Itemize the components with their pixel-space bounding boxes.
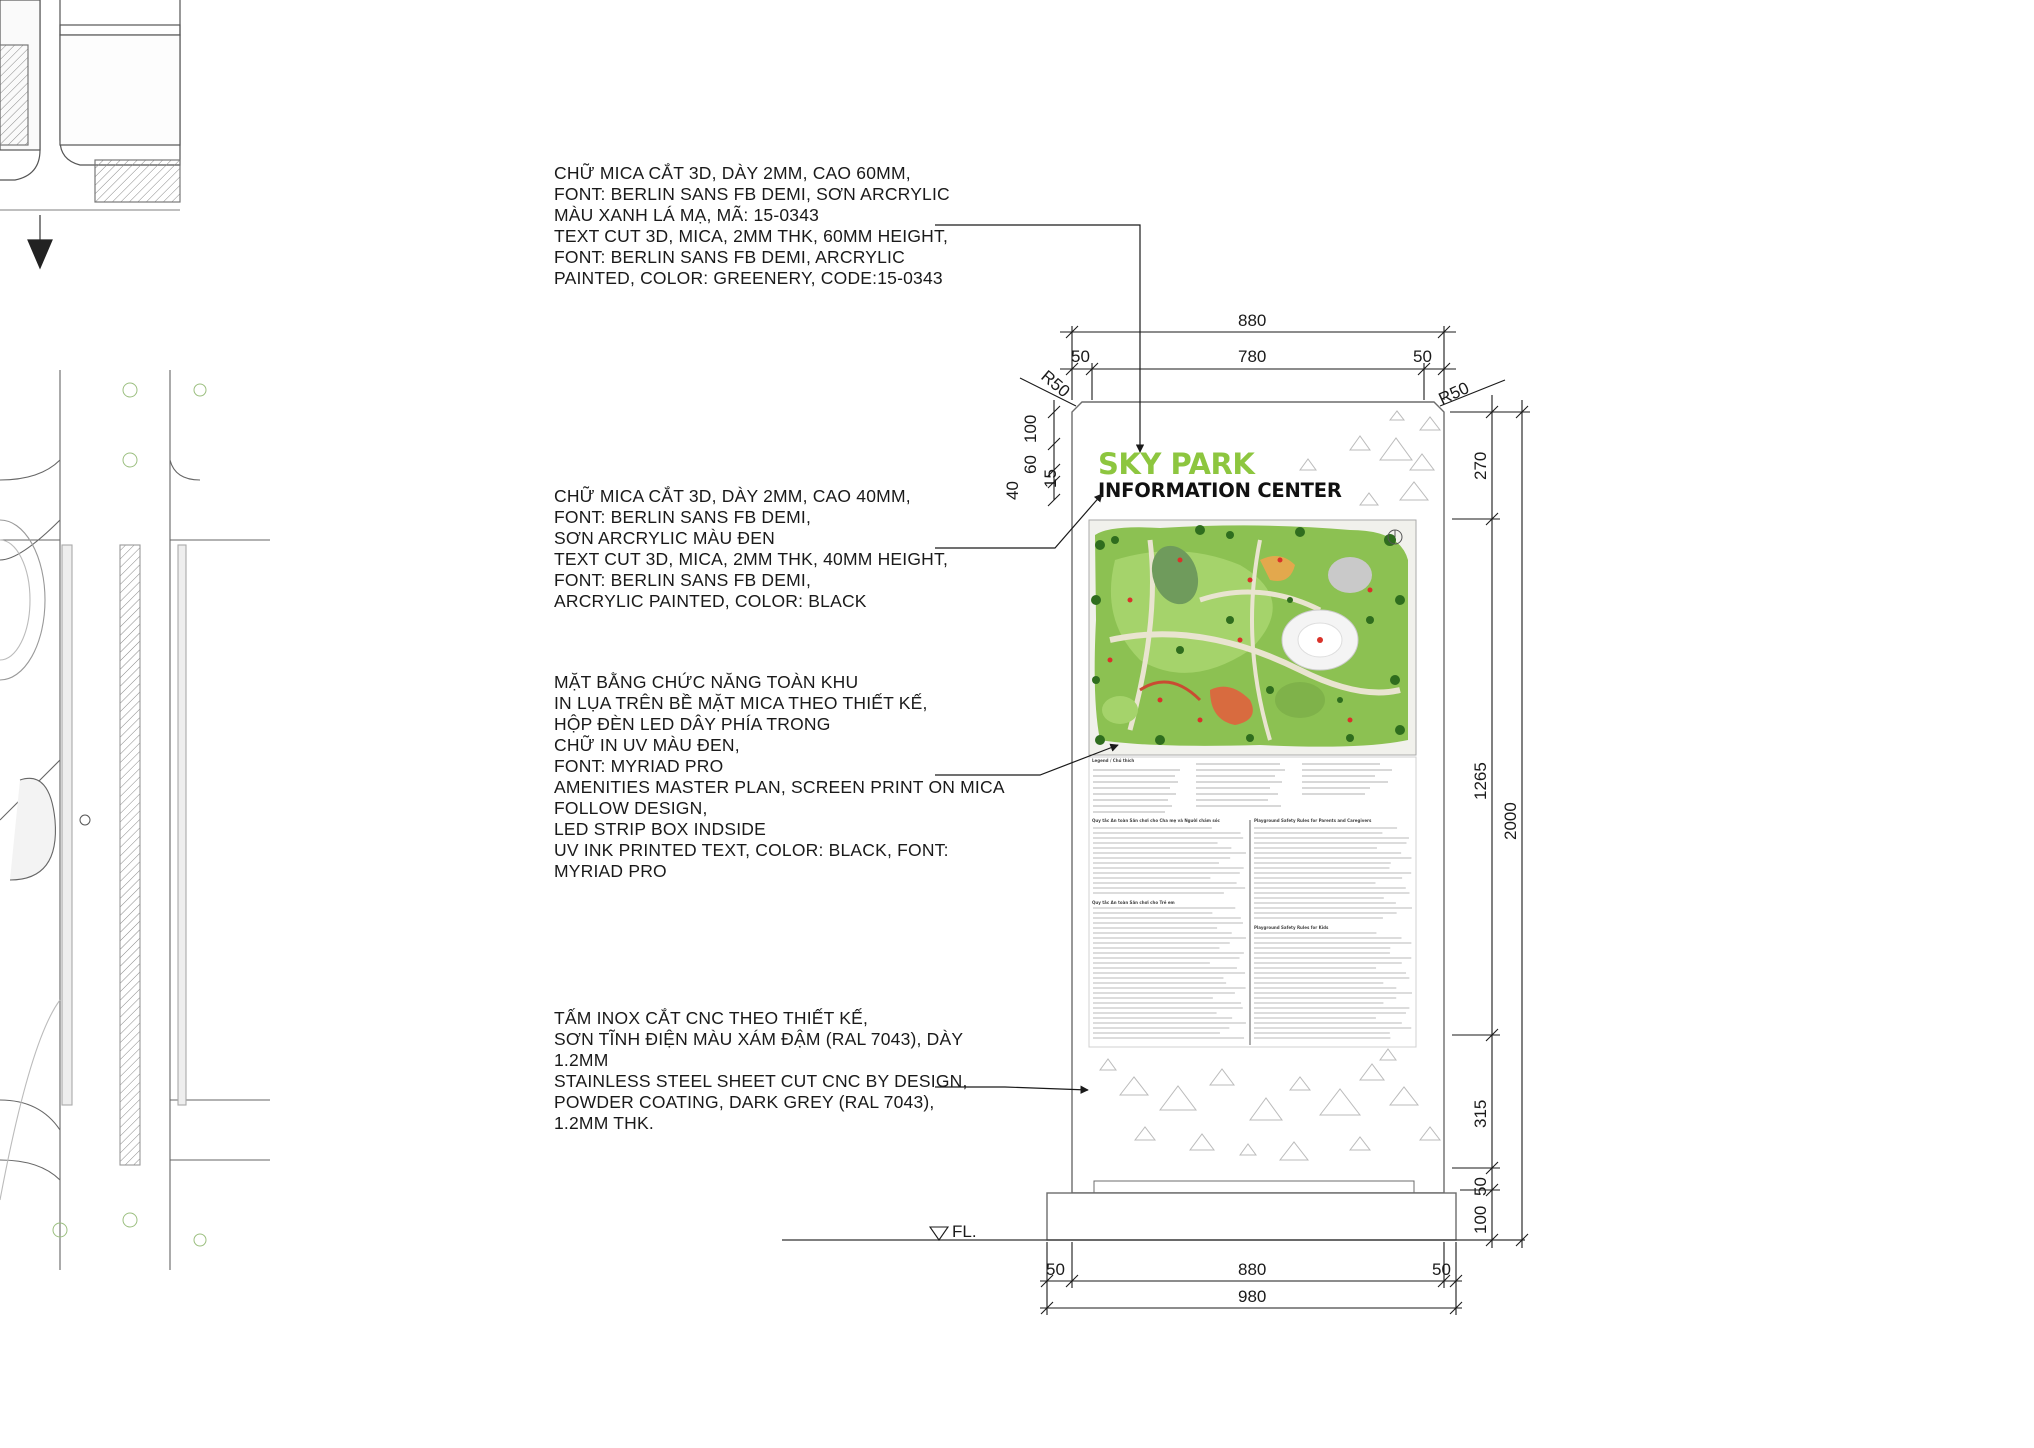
note-line: STAINLESS STEEL SHEET CUT CNC BY DESIGN, bbox=[554, 1071, 968, 1091]
note-line: FONT: MYRIAD PRO bbox=[554, 756, 724, 776]
dim-right-315: 315 bbox=[1471, 1099, 1490, 1128]
rules-left-title: Quy tắc An toàn Sân chơi cho Cha mẹ và Người chăm sóc bbox=[1092, 818, 1220, 823]
note-line: FONT: BERLIN SANS FB DEMI, ARCRYLIC bbox=[554, 247, 905, 267]
note-line: TEXT CUT 3D, MICA, 2MM THK, 60MM HEIGHT, bbox=[554, 226, 949, 246]
legend-title: Legend / Chú thích bbox=[1092, 758, 1135, 763]
dim-top-left-margin: 50 bbox=[1071, 347, 1090, 366]
rules-left-kids-title: Quy tắc An toàn Sân chơi cho Trẻ em bbox=[1092, 900, 1175, 905]
note-line: FONT: BERLIN SANS FB DEMI, bbox=[554, 507, 812, 527]
dim-right-50: 50 bbox=[1471, 1177, 1490, 1196]
note-line: MYRIAD PRO bbox=[554, 861, 667, 881]
dim-radius-right: R50 bbox=[1435, 378, 1472, 409]
note-line: TEXT CUT 3D, MICA, 2MM THK, 40MM HEIGHT, bbox=[554, 549, 949, 569]
dim-right-100: 100 bbox=[1471, 1205, 1490, 1234]
dim-left-15: 15 bbox=[1041, 469, 1060, 488]
dim-top-inner: 780 bbox=[1238, 347, 1267, 366]
note-line: POWDER COATING, DARK GREY (RAL 7043), bbox=[554, 1092, 935, 1112]
dim-left-100: 100 bbox=[1021, 414, 1040, 443]
dim-bottom-total: 980 bbox=[1238, 1287, 1267, 1306]
note-line: ARCRYLIC PAINTED, COLOR: BLACK bbox=[554, 591, 867, 611]
note-line: PAINTED, COLOR: GREENERY, CODE:15-0343 bbox=[554, 268, 943, 288]
master-plan-map bbox=[1089, 520, 1416, 755]
note-line: UV INK PRINTED TEXT, COLOR: BLACK, FONT: bbox=[554, 840, 949, 860]
floor-level-label: FL. bbox=[952, 1222, 977, 1241]
rules-kids-title: Playground Safety Rules for Kids bbox=[1254, 925, 1329, 930]
site-plan-bottom-fragment bbox=[0, 370, 270, 1270]
dim-bottom-right-margin: 50 bbox=[1432, 1260, 1451, 1279]
note-line: FONT: BERLIN SANS FB DEMI, bbox=[554, 570, 812, 590]
note-line: MẶT BẰNG CHỨC NĂNG TOÀN KHU bbox=[554, 672, 859, 692]
note-line: CHỮ MICA CẮT 3D, DÀY 2MM, CAO 40MM, bbox=[554, 486, 911, 506]
note-line: SƠN TĨNH ĐIỆN MÀU XÁM ĐẬM (RAL 7043), DÀY bbox=[554, 1029, 964, 1049]
dim-left-60: 60 bbox=[1021, 455, 1040, 474]
note-line: CHỮ MICA CẮT 3D, DÀY 2MM, CAO 60MM, bbox=[554, 163, 911, 183]
note-line: TẤM INOX CẮT CNC THEO THIẾT KẾ, bbox=[554, 1008, 869, 1028]
note-line: SƠN ARCRYLIC MÀU ĐEN bbox=[554, 528, 775, 548]
note-line: FONT: BERLIN SANS FB DEMI, SƠN ARCRYLIC bbox=[554, 184, 950, 204]
note-steel-sheet bbox=[554, 1008, 968, 1134]
dim-top-right-margin: 50 bbox=[1413, 347, 1432, 366]
note-master-plan bbox=[554, 672, 1005, 882]
dim-overall-height: 2000 bbox=[1501, 802, 1520, 840]
sign-base bbox=[1047, 1193, 1456, 1240]
note-line: HỘP ĐÈN LED DÂY PHÍA TRONG bbox=[554, 714, 831, 734]
note-line: CHỮ IN UV MÀU ĐEN, bbox=[554, 735, 740, 755]
note-line: LED STRIP BOX INDSIDE bbox=[554, 819, 766, 839]
dim-bottom-inner: 880 bbox=[1238, 1260, 1267, 1279]
sign-title: SKY PARK bbox=[1098, 447, 1255, 481]
note-line: IN LỤA TRÊN BỀ MẶT MICA THEO THIẾT KẾ, bbox=[554, 693, 928, 713]
site-plan-top-fragment bbox=[0, 0, 180, 268]
dim-radius-left: R50 bbox=[1037, 366, 1074, 402]
note-line: FOLLOW DESIGN, bbox=[554, 798, 708, 818]
note-line: AMENITIES MASTER PLAN, SCREEN PRINT ON MICA bbox=[554, 777, 1005, 797]
dim-left-40: 40 bbox=[1003, 481, 1022, 500]
dim-right-1265: 1265 bbox=[1471, 762, 1490, 800]
note-title-text bbox=[554, 163, 950, 289]
note-subtitle-text bbox=[554, 486, 948, 612]
sign-subtitle: INFORMATION CENTER bbox=[1098, 479, 1342, 502]
note-line: 1.2MM THK. bbox=[554, 1113, 654, 1133]
note-line: MÀU XANH LÁ MẠ, MÃ: 15-0343 bbox=[554, 205, 820, 225]
dim-top-total: 880 bbox=[1238, 311, 1267, 330]
rules-right-title: Playground Safety Rules for Parents and Caregivers bbox=[1254, 818, 1372, 823]
note-line: 1.2MM bbox=[554, 1050, 609, 1070]
dim-right-270: 270 bbox=[1471, 451, 1490, 480]
dim-bottom-left-margin: 50 bbox=[1046, 1260, 1065, 1279]
